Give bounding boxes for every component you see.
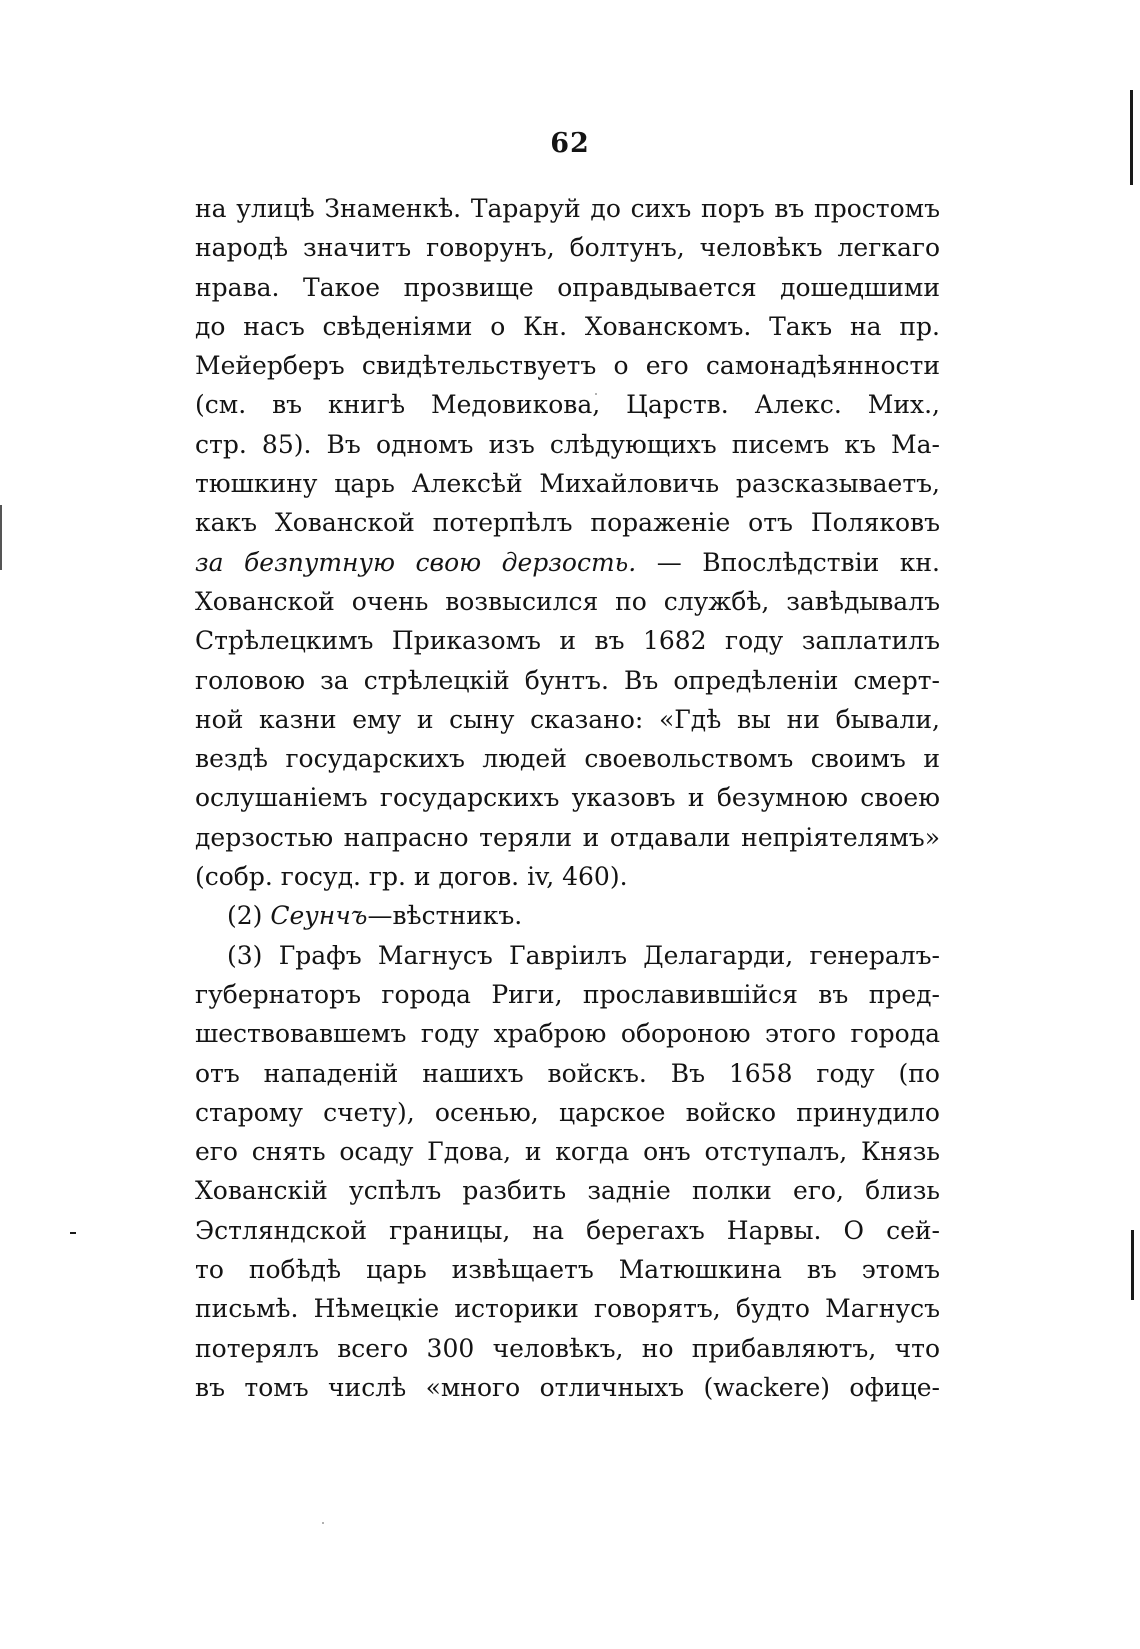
text-fragment: — Впослѣдствіи кн.: [636, 547, 940, 577]
text-line: то побѣдѣ царь извѣщаетъ Матюшкина въ этомъ: [195, 1255, 940, 1285]
text-line-with-italic: [195, 543, 940, 582]
footnote-3-first-line: (3) Графъ Магнусъ Гавріилъ Делагарди, генералъ-: [227, 940, 940, 970]
text-line: Стрѣлецкимъ Приказомъ и въ 1682 году заплатилъ: [195, 626, 940, 656]
page-body-text: [195, 189, 940, 1407]
text-line: его снять осаду Гдова, и когда онъ отступалъ, Князь: [195, 1137, 940, 1167]
page-number: 62: [550, 128, 590, 159]
text-line: нрава. Такое прозвище оправдывается дошедшими: [195, 272, 940, 302]
text-line: до насъ свѣденіями о Кн. Хованскомъ. Такъ на пр.: [195, 311, 940, 341]
text-line: какъ Хованской потерпѣлъ пораженіе отъ Поляковъ: [195, 508, 940, 538]
italic-phrase: за безпутную свою дерзость.: [195, 547, 637, 577]
italic-term: Сеунчъ: [270, 901, 368, 931]
text-line: тюшкину царь Алексѣй Михайловичь разсказываетъ,: [195, 469, 940, 499]
text-line: Мейерберъ свидѣтельствуетъ о его самонадѣянности: [195, 351, 940, 381]
text-line: ослушаніемъ государскихъ указовъ и безумною своею: [195, 783, 940, 813]
text-line: головою за стрѣлецкій бунтъ. Въ опредѣленіи смерт-: [195, 665, 940, 695]
text-line: отъ нападеній нашихъ войскъ. Въ 1658 году (по: [195, 1058, 940, 1088]
scan-edge-line-right-lower: [1131, 1230, 1134, 1300]
footnote-2: [195, 896, 940, 935]
text-line: стр. 85). Въ одномъ изъ слѣдующихъ писемъ къ Ма-: [195, 429, 940, 459]
text-line: народѣ значитъ говорунъ, болтунъ, человѣкъ легкаго: [195, 233, 940, 263]
footnote-number: (2): [227, 901, 271, 931]
text-line: въ томъ числѣ «много отличныхъ (wackere) офице-: [195, 1372, 940, 1402]
text-line: вездѣ государскихъ людей своевольствомъ своимъ и: [195, 744, 940, 774]
text-line: письмѣ. Нѣмецкіе историки говорятъ, будто Магнусъ: [195, 1294, 940, 1324]
text-line: на улицѣ Знаменкѣ. Тараруй до сихъ поръ въ простомъ: [195, 194, 940, 223]
text-line: (собр. госуд. гр. и догов. iv, 460).: [195, 862, 628, 892]
text-line: ной казни ему и сыну сказано: «Гдѣ вы ни бывали,: [195, 704, 940, 734]
text-line: (см. въ книгѣ Медовикова, Царств. Алекс. Мих.,: [195, 390, 940, 420]
text-line: старому счету), осенью, царское войско принудило: [195, 1097, 940, 1127]
text-line: Хованской очень возвысился по службѣ, завѣдывалъ: [195, 586, 940, 616]
text-line: дерзостью напрасно теряли и отдавали непріятелямъ»: [195, 822, 940, 852]
scan-speck: [322, 1522, 324, 1524]
text-line: шествовавшемъ году храброю обороною этого города: [195, 1019, 940, 1049]
scan-edge-dash-left: [70, 1232, 76, 1234]
text-line: Хованскій успѣлъ разбить задніе полки его, близь: [195, 1176, 940, 1206]
scan-edge-tick-left: [0, 505, 2, 570]
text-line: Эстляндской границы, на берегахъ Нарвы. О сей-: [195, 1215, 940, 1245]
text-line: потерялъ всего 300 человѣкъ, но прибавляютъ, что: [195, 1333, 940, 1363]
text-line: губернаторъ города Риги, прославившійся въ пред-: [195, 979, 940, 1009]
text-fragment: —вѣстникъ.: [367, 901, 523, 931]
